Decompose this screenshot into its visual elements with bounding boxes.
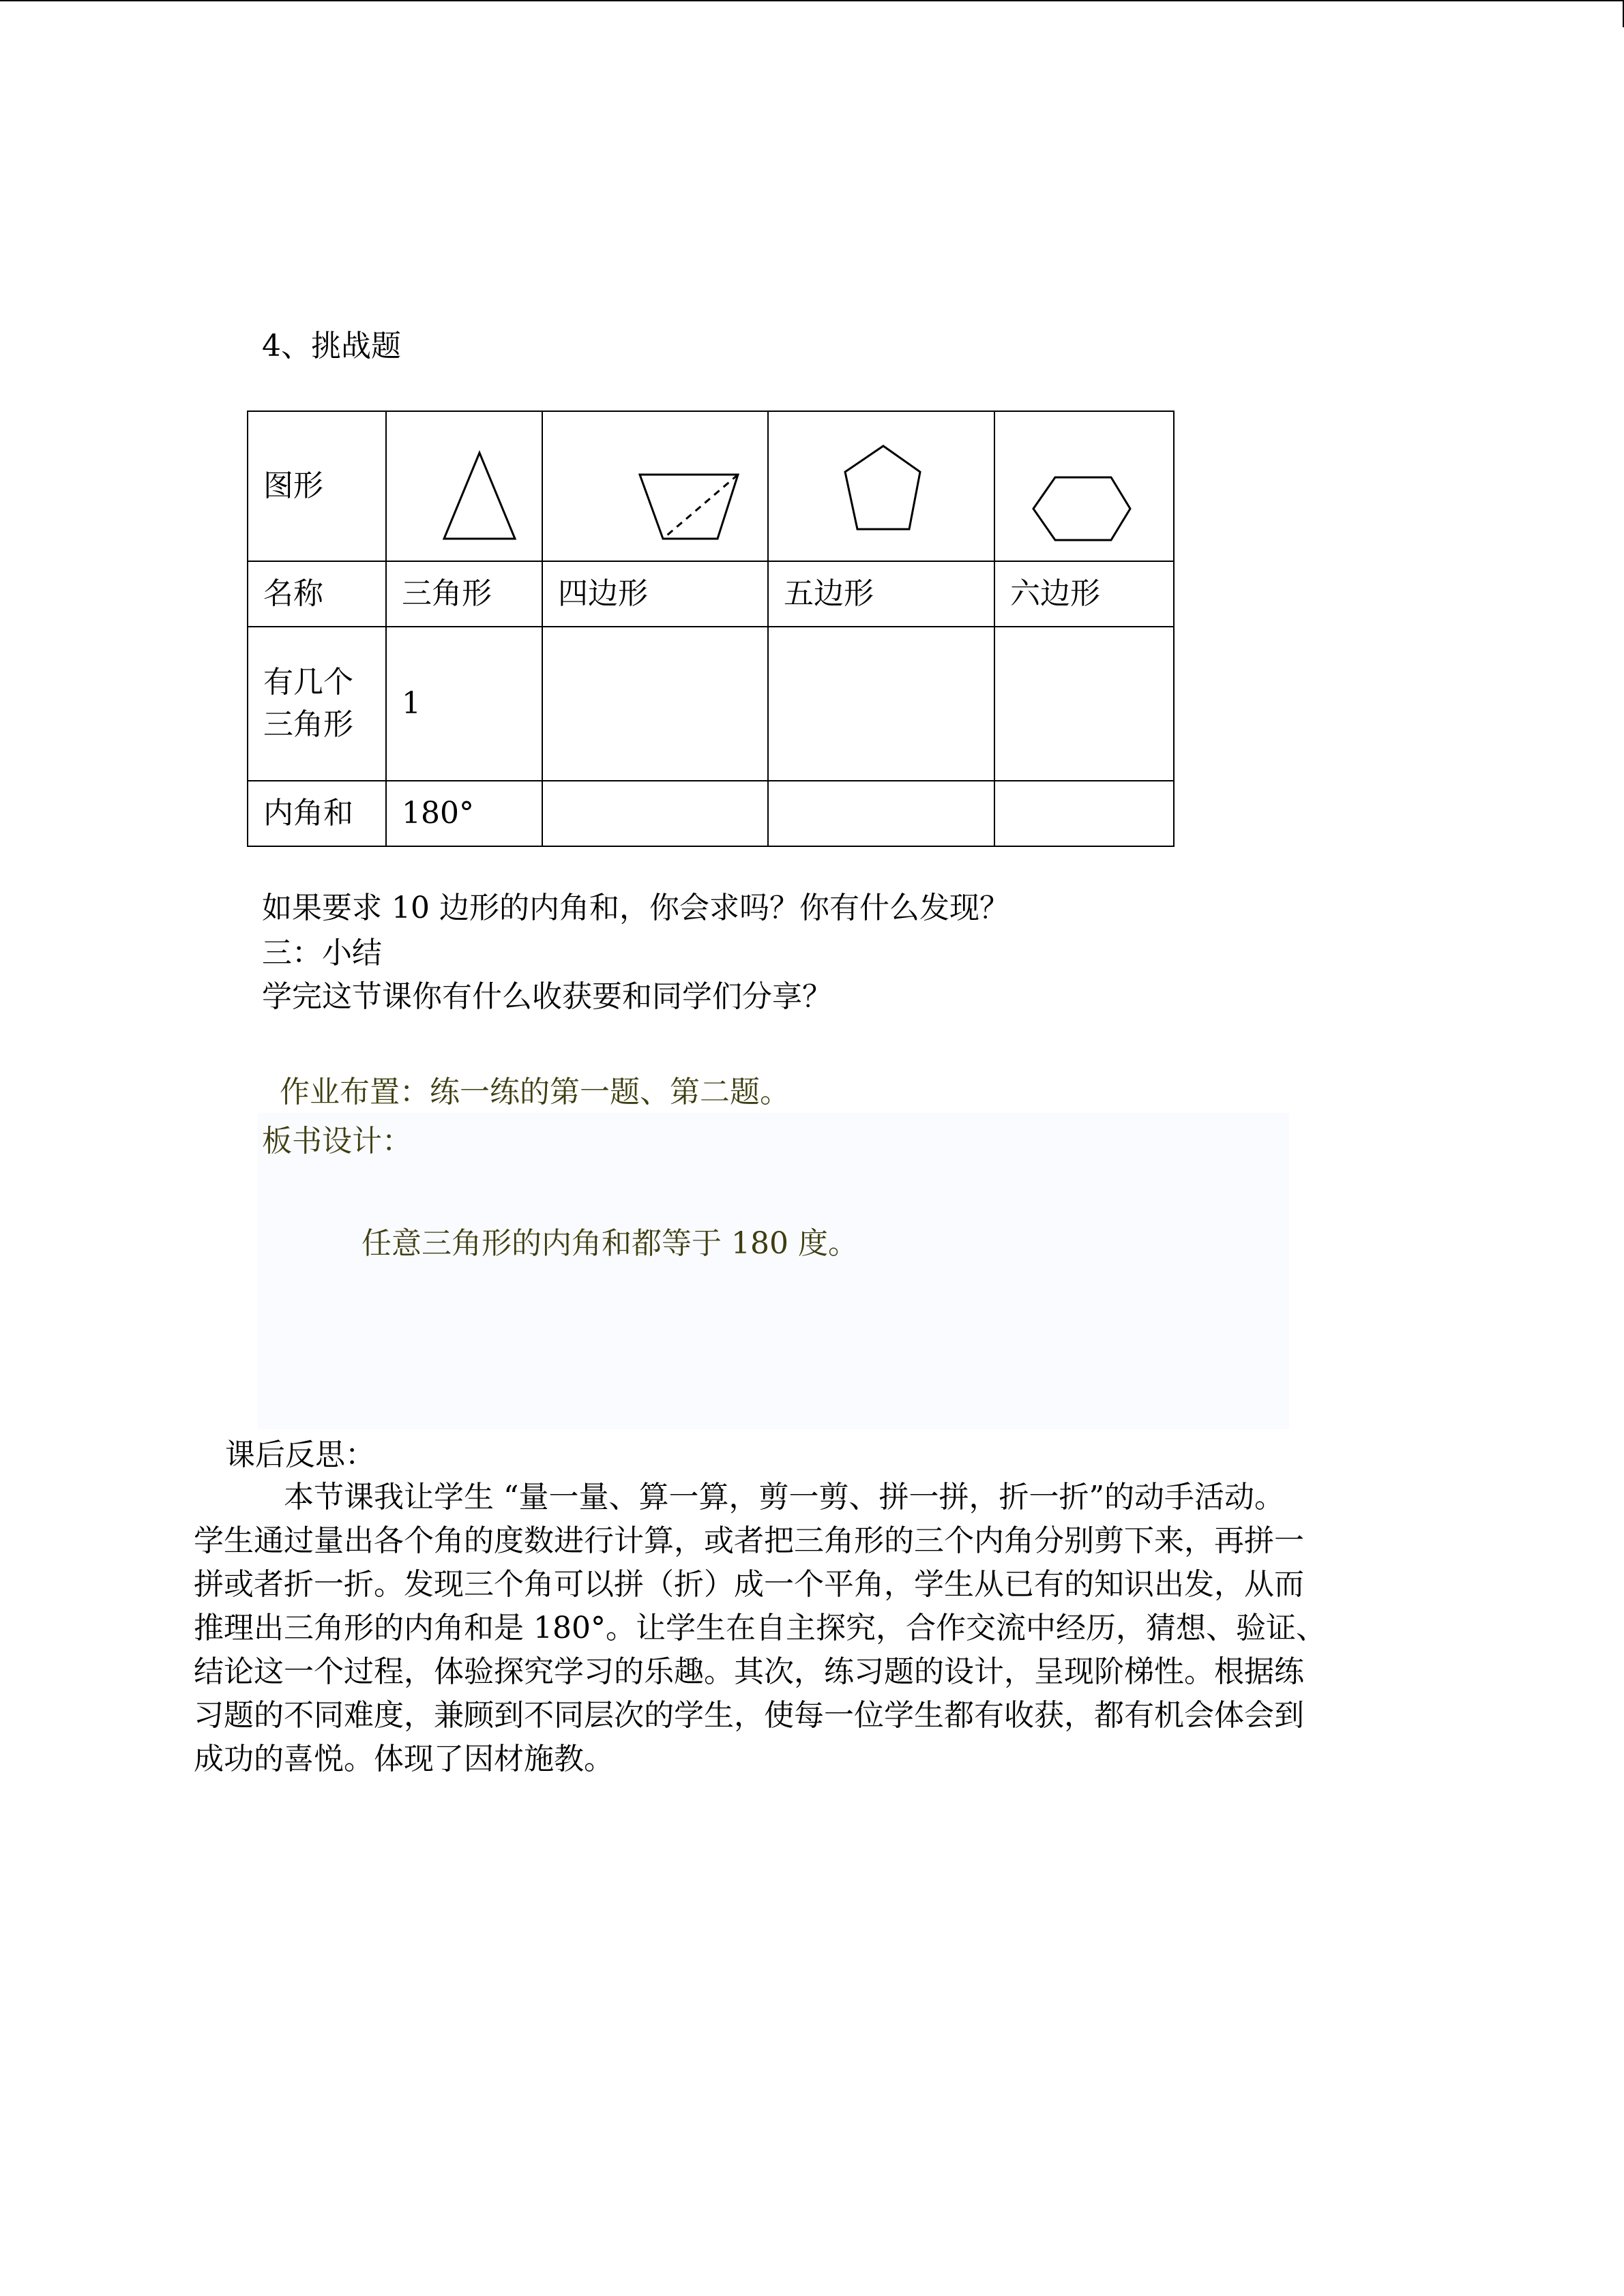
- triangle-icon: [387, 412, 543, 562]
- table-row-counts: [248, 627, 1174, 781]
- count-cell: 1: [386, 627, 542, 781]
- board-design-panel: [258, 1113, 1289, 1429]
- cell-triangle: [386, 411, 542, 561]
- reflection-line: 成功的喜悦。体现了因材施教。: [194, 1742, 614, 1776]
- quadrilateral-icon: [543, 412, 769, 562]
- angle-sum-cell: [768, 781, 994, 846]
- reflection-line: 推理出三角形的内角和是 180°。让学生在自主探究，合作交流中经历，猜想、验证、: [194, 1611, 1326, 1645]
- board-design-content: 任意三角形的内角和都等于 180 度。: [361, 1226, 858, 1261]
- angle-sum-cell: [994, 781, 1174, 846]
- reflection-heading: 课后反思：: [225, 1437, 375, 1472]
- reflection-body: [194, 1476, 1428, 1781]
- reflection-line: 习题的不同难度，兼顾到不同层次的学生，使每一位学生都有收获，都有机会体会到: [194, 1698, 1304, 1733]
- count-cell: [768, 627, 994, 781]
- count-cell: [542, 627, 768, 781]
- name-cell: 四边形: [542, 561, 768, 627]
- decagon-question: 如果要求 10 边形的内角和，你会求吗？你有什么发现？: [262, 891, 1009, 925]
- polygon-angle-table: [247, 411, 1175, 847]
- table-row-angle-sums: [248, 781, 1174, 846]
- angle-sum-cell: [542, 781, 768, 846]
- cell-hexagon: [994, 411, 1174, 561]
- table-row-names: [248, 561, 1174, 627]
- pentagon-icon: [769, 412, 995, 562]
- count-cell: [994, 627, 1174, 781]
- challenge-heading: 4、挑战题: [262, 329, 401, 363]
- reflection-line: 本节课我让学生 “量一量、算一算，剪一剪、拼一拼，折一折”的动手活动。: [194, 1480, 1284, 1515]
- cell-pentagon: [768, 411, 994, 561]
- row-label-count-line1: 有几个: [263, 665, 353, 700]
- row-label-shape: 图形: [248, 411, 386, 561]
- reflection-line: 拼或者折一折。发现三个角可以拼（折）成一个平角，学生从已有的知识出发，从而: [194, 1567, 1304, 1602]
- board-design-heading: 板书设计：: [262, 1124, 412, 1159]
- reflection-line: 学生通过量出各个角的度数进行计算，或者把三角形的三个内角分别剪下来，再拼一: [194, 1523, 1304, 1558]
- name-cell: 三角形: [386, 561, 542, 627]
- name-cell: 五边形: [768, 561, 994, 627]
- homework-assignment: 作业布置：练一练的第一题、第二题。: [280, 1075, 790, 1109]
- page-top-border: [0, 0, 1623, 3]
- row-label-count-line2: 三角形: [263, 707, 353, 742]
- row-label-count: [248, 627, 386, 781]
- row-label-name: 名称: [248, 561, 386, 627]
- row-label-sum: 内角和: [248, 781, 386, 846]
- name-cell: 六边形: [994, 561, 1174, 627]
- cell-quadrilateral: [542, 411, 768, 561]
- table-row-shapes: [248, 411, 1174, 561]
- angle-sum-cell: 180°: [386, 781, 542, 846]
- summary-heading: 三：小结: [262, 936, 382, 970]
- hexagon-icon: [995, 412, 1175, 562]
- summary-question: 学完这节课你有什么收获要和同学们分享？: [262, 979, 832, 1014]
- reflection-line: 结论这一个过程，体验探究学习的乐趣。其次，练习题的设计，呈现阶梯性。根据练: [194, 1654, 1304, 1689]
